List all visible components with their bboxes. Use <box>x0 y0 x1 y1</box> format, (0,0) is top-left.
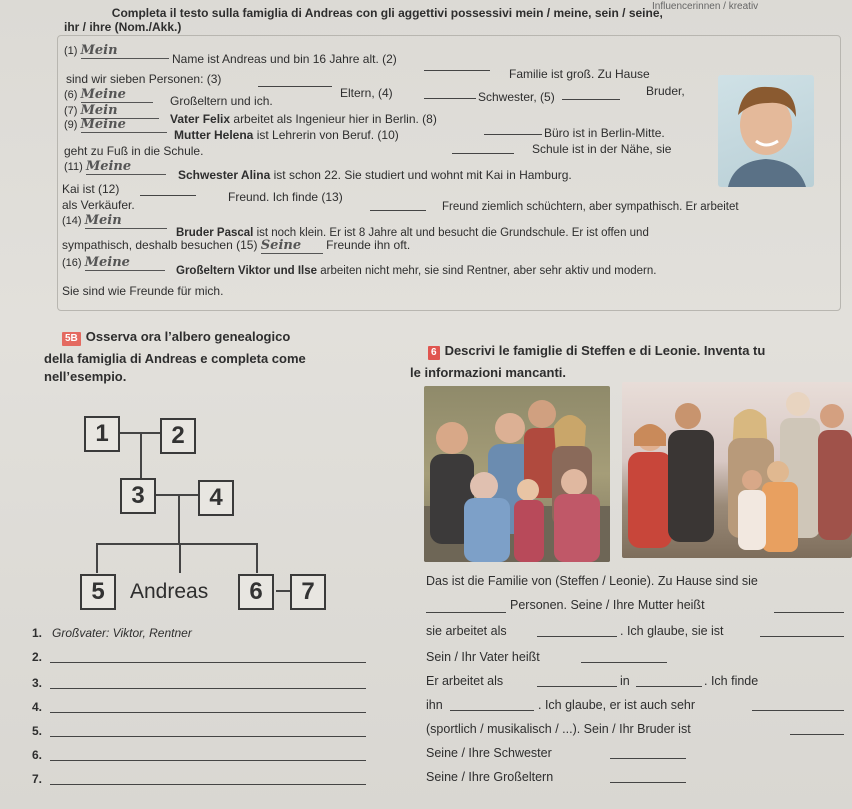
answer-num: 4. <box>32 700 43 714</box>
text-line-4b: Vater Felix arbeitet als Ingenieur hier in Berlin. (8) <box>170 112 437 126</box>
answer-1: Mein <box>81 44 169 59</box>
tree-line <box>96 543 256 545</box>
blank-8[interactable] <box>484 134 542 135</box>
ex6-text-5b: in <box>620 674 630 688</box>
text-line-8c: Freund ziemlich schüchtern, aber sympathisch. Er arbeitet <box>442 201 739 213</box>
ex5b-heading-2: della famiglia di Andreas e completa come <box>44 351 306 366</box>
text-line-3: (6) Meine <box>64 88 153 103</box>
blank-3[interactable] <box>258 86 332 87</box>
answer-15: Seine <box>261 239 323 254</box>
answer-14: Mein <box>85 214 167 229</box>
text-line-13: Sie sind wie Freunde für mich. <box>62 284 224 298</box>
ex5b-badge: 5B <box>62 332 81 346</box>
ex6-blank[interactable] <box>610 758 686 759</box>
ex6-blank[interactable] <box>581 662 667 663</box>
tree-node-5[interactable]: 5 <box>80 574 116 610</box>
ex6-blank[interactable] <box>450 710 534 711</box>
ex6-blank[interactable] <box>760 636 844 637</box>
ex6-text-2: Personen. Seine / Ihre Mutter heißt <box>510 598 705 612</box>
text-line-5b: Mutter Helena ist Lehrerin von Beruf. (10) <box>174 128 399 142</box>
andreas-portrait-image <box>718 75 814 187</box>
ex6-blank[interactable] <box>752 710 844 711</box>
tree-node-4[interactable]: 4 <box>198 480 234 516</box>
text-line-6: geht zu Fuß in die Schule. <box>64 144 204 158</box>
tree-node-7[interactable]: 7 <box>290 574 326 610</box>
tree-line <box>156 494 198 496</box>
text-line-10: (14) Mein <box>62 214 167 229</box>
ex6-blank[interactable] <box>537 686 617 687</box>
text-line-9: als Verkäufer. <box>62 198 135 212</box>
text-line-2b: Eltern, (4) <box>340 86 393 100</box>
answer-6: Meine <box>81 88 153 103</box>
answer-16: Meine <box>85 256 165 271</box>
ex5a-instruction: Completa il testo sulla famiglia di Andreas con gli aggettivi possessivi mein / meine, sein / seine, <box>111 6 663 20</box>
text-line-10b: Bruder Pascal ist noch klein. Er ist 8 Jahre alt und besucht die Grundschule. Er ist offen und <box>176 227 649 239</box>
answer-num: 5. <box>32 724 43 738</box>
ex6-text-3a: sie arbeitet als <box>426 624 507 638</box>
answer-line[interactable] <box>50 688 366 689</box>
ex6-text-5c: . Ich finde <box>704 674 759 688</box>
text-line-5: (9) Meine <box>64 118 167 133</box>
text-line-12b: Großeltern Viktor und Ilse arbeiten nicht mehr, sie sind Rentner, aber sehr aktiv und modern. <box>176 265 657 277</box>
answer-7: Mein <box>81 104 159 119</box>
corner-text: Influencerinnen / kreativ <box>652 1 759 12</box>
ex6-blank[interactable] <box>790 734 844 735</box>
ex6-blank[interactable] <box>774 612 844 613</box>
answer-num: 3. <box>32 676 43 690</box>
ex6-text-3b: . Ich glaube, sie ist <box>620 624 724 638</box>
ex6-blank[interactable] <box>426 612 506 613</box>
answer-line[interactable] <box>50 712 366 713</box>
tree-node-3[interactable]: 3 <box>120 478 156 514</box>
ex5b-heading: 5B Osserva ora l’albero genealogico <box>62 330 290 346</box>
ex6-text-4: Sein / Ihr Vater heißt <box>426 650 540 664</box>
ex6-heading-2: le informazioni mancanti. <box>410 365 567 380</box>
tree-line <box>179 543 181 573</box>
ex6-text-8: Seine / Ihre Schwester <box>426 746 552 760</box>
answer-line[interactable] <box>50 736 366 737</box>
steffen-family-photo <box>424 386 610 562</box>
tree-line <box>140 433 142 479</box>
blank-4[interactable] <box>424 98 476 99</box>
answer-num: 7. <box>32 772 43 786</box>
blank-13[interactable] <box>370 210 426 211</box>
ex5b-heading-3: nell’esempio. <box>44 369 127 384</box>
ex6-text-1: Das ist die Familie von (Steffen / Leonie). Zu Hause sind sie <box>426 574 758 588</box>
answer-num: 2. <box>32 650 43 664</box>
ex6-text-6b: . Ich glaube, er ist auch sehr <box>538 698 696 712</box>
tree-node-6[interactable]: 6 <box>238 574 274 610</box>
answer-line[interactable] <box>50 662 366 663</box>
ex6-badge: 6 <box>428 346 440 360</box>
text-line-5c: Schule ist in der Nähe, sie <box>532 142 672 156</box>
answer-9: Meine <box>81 118 167 133</box>
blank-10[interactable] <box>452 153 514 154</box>
blank-5[interactable] <box>562 99 620 100</box>
text-line-1c: Familie ist groß. Zu Hause <box>509 67 650 81</box>
answer-11: Meine <box>86 160 166 175</box>
text-line-7b: Schwester Alina ist schon 22. Sie studiert und wohnt mit Kai in Hamburg. <box>178 168 572 182</box>
text-line-3b: Großeltern und ich. <box>170 94 273 108</box>
leonie-family-photo <box>622 382 852 558</box>
text-line-4: (7) Mein <box>64 104 159 119</box>
blank-12[interactable] <box>140 195 196 196</box>
text-line-8a: Kai ist (12) <box>62 182 120 196</box>
tree-node-2[interactable]: 2 <box>160 418 196 454</box>
tree-line <box>178 495 180 543</box>
text-line-4c: Büro ist in Berlin-Mitte. <box>544 126 665 140</box>
text-line-2d: Bruder, <box>646 84 685 98</box>
tree-line <box>276 590 290 592</box>
text-line-7: (11) Meine <box>64 160 166 175</box>
ex6-text-5a: Er arbeitet als <box>426 674 504 688</box>
tree-line <box>256 543 258 573</box>
ex5a-instruction-2: ihr / ihre (Nom./Akk.) <box>64 20 182 34</box>
blank-2[interactable] <box>424 70 490 71</box>
answer-num: 1. <box>32 626 43 640</box>
tree-line <box>96 543 98 573</box>
tree-node-1[interactable]: 1 <box>84 416 120 452</box>
ex6-heading: 6 Descrivi le famiglie di Steffen e di Leonie. Inventa tu <box>428 344 765 360</box>
ex6-text-7: (sportlich / musikalisch / ...). Sein / Ihr Bruder ist <box>426 722 691 736</box>
answer-line[interactable] <box>50 760 366 761</box>
text-line-2c: Schwester, (5) <box>478 90 555 104</box>
ex6-text-9: Seine / Ihre Großeltern <box>426 770 554 784</box>
answer-line[interactable] <box>50 784 366 785</box>
answer-text: Großvater: Viktor, Rentner <box>52 626 192 640</box>
text-line-2a: sind wir sieben Personen: (3) <box>66 72 222 86</box>
text-line-11: sympathisch, deshalb besuchen (15) Seine Freunde ihn oft. <box>62 238 411 253</box>
text-line-12: (16) Meine <box>62 256 165 271</box>
ex6-blank[interactable] <box>610 782 686 783</box>
text-line-1: (1) Mein <box>64 44 169 59</box>
text-line-8b: Freund. Ich finde (13) <box>228 190 343 204</box>
ex6-text-6a: ihn <box>426 698 443 712</box>
text-line-1b: Name ist Andreas und bin 16 Jahre alt. (2) <box>172 52 397 66</box>
tree-node-andreas: Andreas <box>130 580 209 603</box>
ex6-blank[interactable] <box>636 686 702 687</box>
answer-num: 6. <box>32 748 43 762</box>
ex6-blank[interactable] <box>537 636 617 637</box>
